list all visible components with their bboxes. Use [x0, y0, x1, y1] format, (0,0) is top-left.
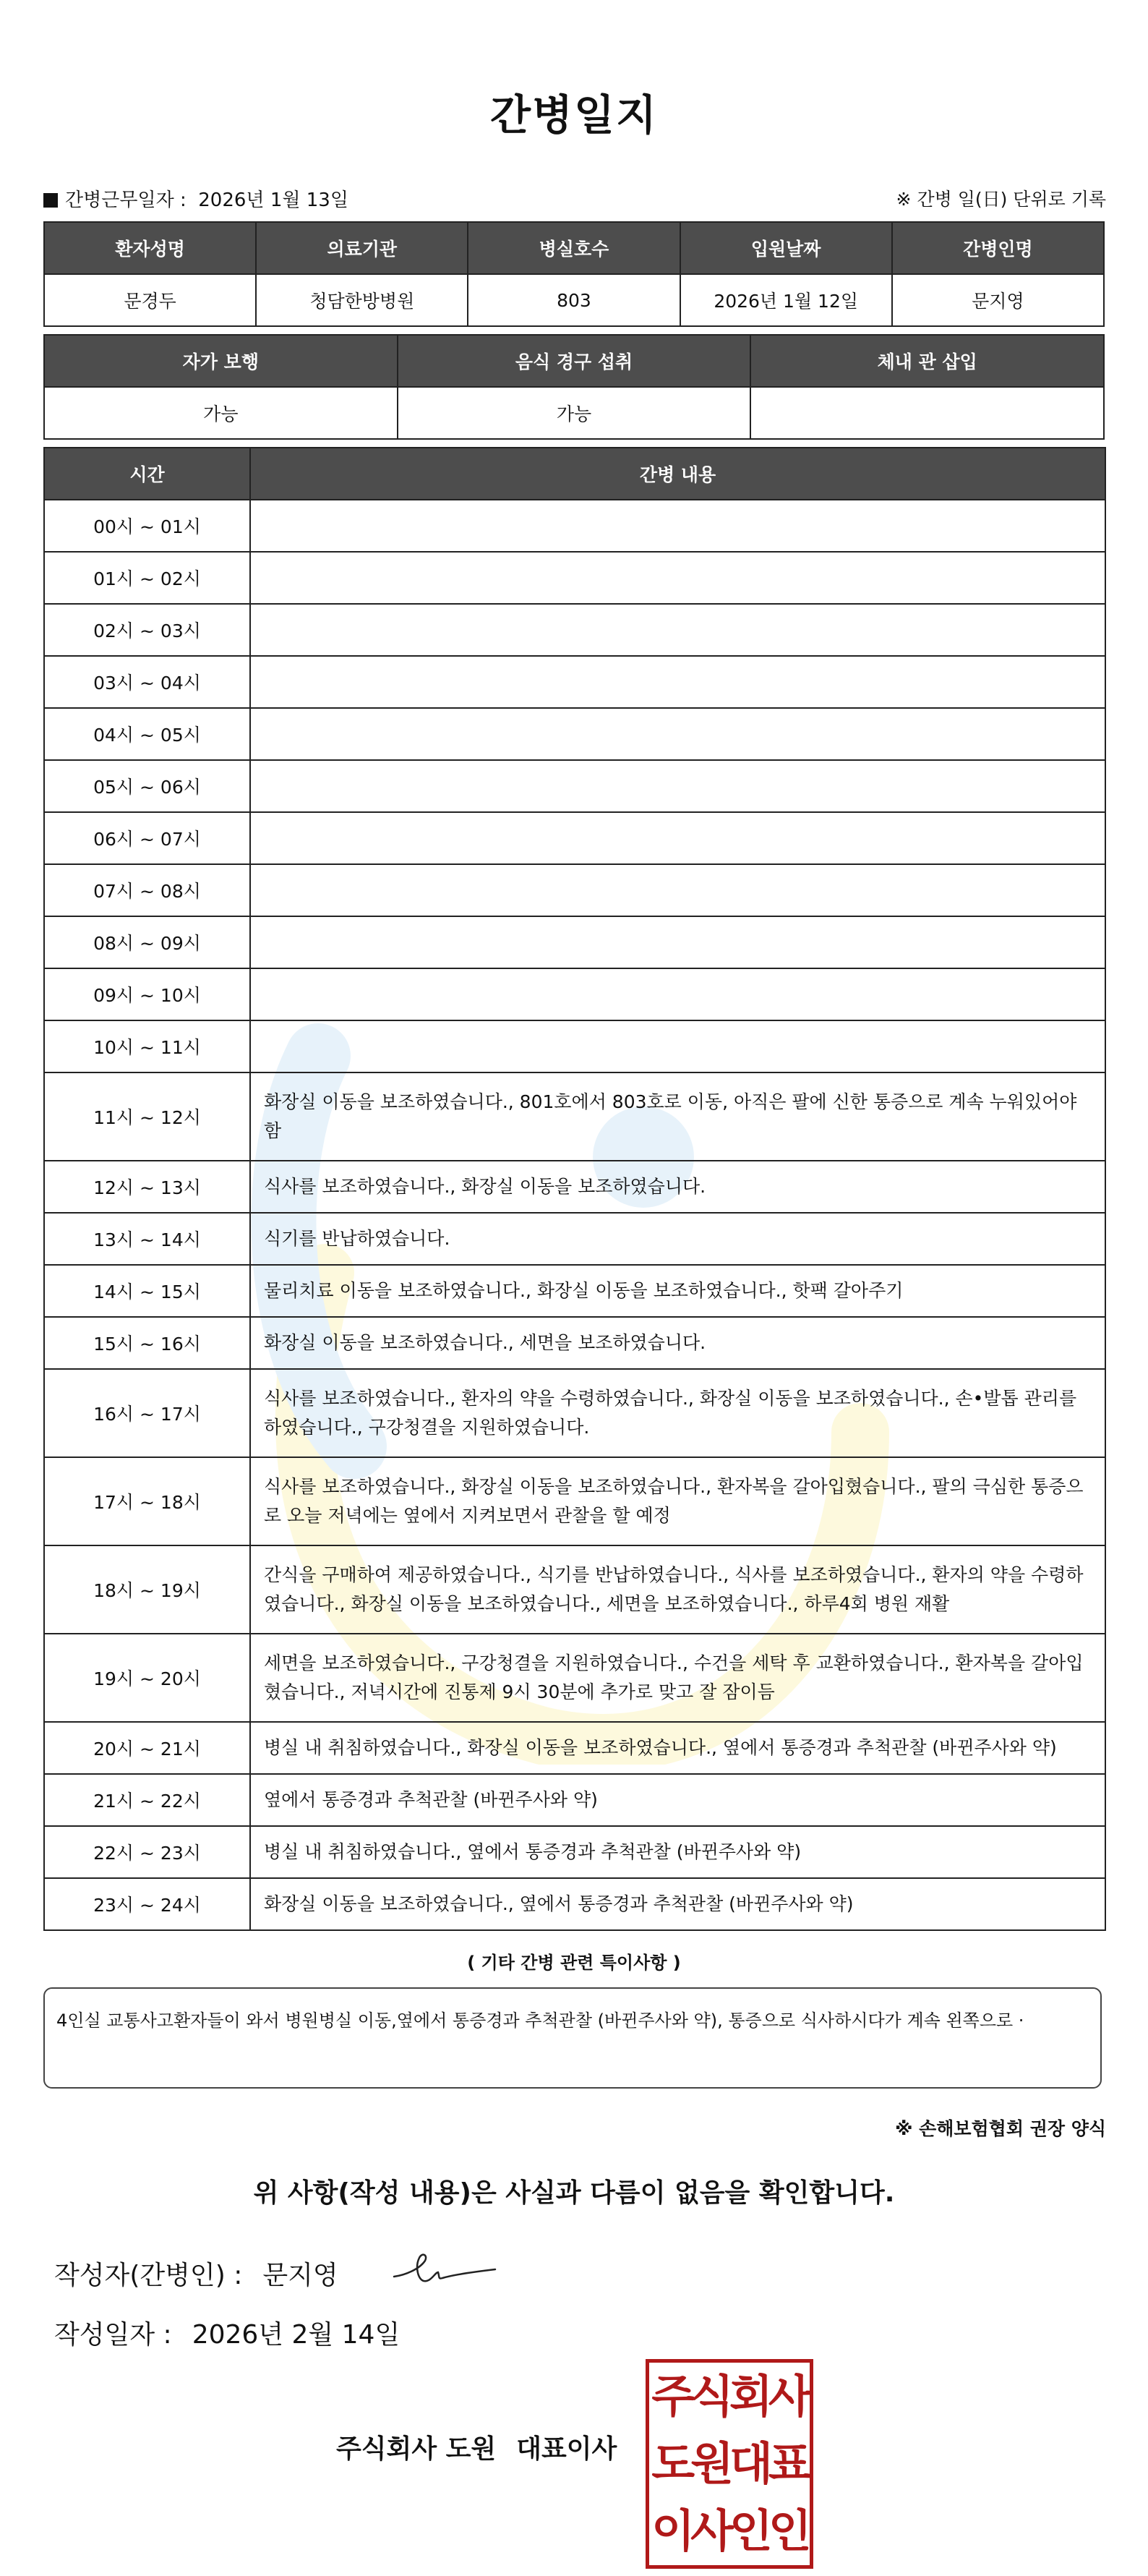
confirm-statement: 위 사항(작성 내용)은 사실과 다름이 없음을 확인합니다.: [253, 2178, 895, 2208]
writer-label: 작성자(간병인) :: [54, 2261, 243, 2290]
notes-box: [43, 1987, 1102, 2089]
time-cell: 19시 ~ 20시: [44, 1634, 250, 1722]
table-row: [44, 864, 1105, 916]
content-cell: [250, 656, 1105, 708]
content-cell: [250, 604, 1105, 656]
work-date-label: 간병근무일자 :: [65, 189, 187, 211]
header-walking: 자가 보행: [44, 335, 398, 387]
writer-line: [54, 2255, 338, 2292]
time-cell: 12시 ~ 13시: [44, 1161, 250, 1213]
time-cell: 22시 ~ 23시: [44, 1826, 250, 1878]
table-row: [44, 1369, 1105, 1457]
header-oral-intake: 음식 경구 섭취: [398, 335, 751, 387]
header-time: 시간: [44, 448, 250, 500]
table-row: [44, 1722, 1105, 1774]
header-room: 병실호수: [468, 222, 680, 274]
content-cell: 병실 내 취침하였습니다., 옆에서 통증경과 추척관찰 (바뀐주사와 약): [250, 1826, 1105, 1878]
header-patient-name: 환자성명: [44, 222, 256, 274]
log-header-row: [44, 448, 1105, 500]
content-cell: [250, 500, 1105, 552]
time-cell: 09시 ~ 10시: [44, 968, 250, 1020]
time-cell: 04시 ~ 05시: [44, 708, 250, 760]
header-caregiver: 간병인명: [892, 222, 1104, 274]
time-cell: 15시 ~ 16시: [44, 1317, 250, 1369]
content-cell: [250, 812, 1105, 864]
table-row: [44, 1826, 1105, 1878]
signature-image: [390, 2248, 499, 2291]
seal-line: 이사인인: [651, 2504, 808, 2558]
table-row: [44, 708, 1105, 760]
content-cell: 물리치료 이동을 보조하였습니다., 화장실 이동을 보조하였습니다., 핫팩 갈아주기: [250, 1265, 1105, 1317]
patient-name: 문경두: [44, 274, 256, 326]
room-number: 803: [468, 274, 680, 326]
content-cell: [250, 864, 1105, 916]
header-tube: 체내 관 삽입: [750, 335, 1104, 387]
walking-value: 가능: [44, 387, 398, 439]
content-cell: 식사를 보조하였습니다., 화장실 이동을 보조하였습니다., 환자복을 갈아입혔습니다., 팔의 극심한 통증으로 오늘 저녁에는 옆에서 지켜보면서 관찰을 할 예정: [250, 1457, 1105, 1545]
time-cell: 18시 ~ 19시: [44, 1545, 250, 1634]
table-row: [44, 500, 1105, 552]
table-row: [44, 968, 1105, 1020]
content-cell: 병실 내 취침하였습니다., 화장실 이동을 보조하였습니다., 옆에서 통증경과 추척관찰 (바뀐주사와 약): [250, 1722, 1105, 1774]
time-cell: 02시 ~ 03시: [44, 604, 250, 656]
content-cell: 옆에서 통증경과 추척관찰 (바뀐주사와 약): [250, 1774, 1105, 1826]
time-cell: 06시 ~ 07시: [44, 812, 250, 864]
caregiver-name: 문지영: [892, 274, 1104, 326]
unit-note: ※ 간병 일(日) 단위로 기록: [896, 189, 1106, 210]
content-cell: [250, 1020, 1105, 1072]
written-date-line: [54, 2314, 400, 2351]
content-cell: 세면을 보조하였습니다., 구강청결을 지원하였습니다., 수건을 세탁 후 교환하였습니다., 환자복을 갈아입혔습니다., 저녁시간에 진통제 9시 30분에 추가로 맞고 잘 잠이듬: [250, 1634, 1105, 1722]
table-row: [44, 1878, 1105, 1930]
table-row: [44, 1317, 1105, 1369]
time-cell: 23시 ~ 24시: [44, 1878, 250, 1930]
time-cell: 03시 ~ 04시: [44, 656, 250, 708]
company-name: 주식회사 도원: [336, 2434, 497, 2464]
table-row: [44, 916, 1105, 968]
table-row: [44, 1457, 1105, 1545]
oral-intake-value: 가능: [398, 387, 751, 439]
table-row: [44, 1634, 1105, 1722]
content-cell: 화장실 이동을 보조하였습니다., 세면을 보조하였습니다.: [250, 1317, 1105, 1369]
representative-title: 대표이사: [516, 2434, 617, 2464]
admit-date: 2026년 1월 12일: [680, 274, 892, 326]
time-cell: 05시 ~ 06시: [44, 760, 250, 812]
hospital-name: 청담한방병원: [256, 274, 468, 326]
time-cell: 14시 ~ 15시: [44, 1265, 250, 1317]
content-cell: [250, 760, 1105, 812]
patient-header-row: [44, 222, 1104, 274]
notes-text: 4인실 교통사고환자들이 와서 병원병실 이동,옆에서 통증경과 추척관찰 (바뀐주사와 약), 통증으로 식사하시다가 계속 왼쪽으로 ·: [56, 2010, 1024, 2031]
time-cell: 20시 ~ 21시: [44, 1722, 250, 1774]
notes-title: ( 기타 간병 관련 특이사항 ): [467, 1953, 681, 1973]
page-title: 간병일지: [489, 90, 659, 140]
content-cell: 식사를 보조하였습니다., 화장실 이동을 보조하였습니다.: [250, 1161, 1105, 1213]
form-note: ※ 손해보험협회 권장 양식: [895, 2118, 1106, 2139]
table-row: [44, 1265, 1105, 1317]
table-row: [44, 1020, 1105, 1072]
header-admit-date: 입원날짜: [680, 222, 892, 274]
table-row: [44, 656, 1105, 708]
ability-table: [43, 334, 1105, 440]
time-cell: 11시 ~ 12시: [44, 1072, 250, 1161]
content-cell: 식기를 반납하였습니다.: [250, 1213, 1105, 1265]
company-seal-stamp: [646, 2359, 813, 2569]
table-row: [44, 1213, 1105, 1265]
content-cell: 식사를 보조하였습니다., 환자의 약을 수령하였습니다., 화장실 이동을 보조하였습니다., 손•발톱 관리를 하였습니다., 구강청결을 지원하였습니다.: [250, 1369, 1105, 1457]
content-cell: [250, 968, 1105, 1020]
header-content: 간병 내용: [250, 448, 1105, 500]
care-log-table: [43, 447, 1106, 1931]
table-row: [44, 1545, 1105, 1634]
content-cell: [250, 552, 1105, 604]
table-row: [44, 552, 1105, 604]
time-cell: 10시 ~ 11시: [44, 1020, 250, 1072]
work-date: [43, 185, 348, 212]
writer-name: 문지영: [262, 2261, 338, 2290]
time-cell: 08시 ~ 09시: [44, 916, 250, 968]
table-row: [44, 604, 1105, 656]
content-cell: 화장실 이동을 보조하였습니다., 801호에서 803호로 이동, 아직은 팔에 신한 통증으로 계속 누워있어야함: [250, 1072, 1105, 1161]
header-hospital: 의료기관: [256, 222, 468, 274]
seal-line: 도원대표: [651, 2436, 808, 2490]
company-line: [336, 2428, 617, 2465]
square-bullet-icon: [43, 193, 58, 208]
time-cell: 17시 ~ 18시: [44, 1457, 250, 1545]
time-cell: 16시 ~ 17시: [44, 1369, 250, 1457]
time-cell: 21시 ~ 22시: [44, 1774, 250, 1826]
patient-info-table: [43, 221, 1105, 327]
date-label: 작성일자 :: [54, 2320, 172, 2350]
time-cell: 07시 ~ 08시: [44, 864, 250, 916]
table-row: [44, 1774, 1105, 1826]
ability-header-row: [44, 335, 1104, 387]
content-cell: [250, 708, 1105, 760]
time-cell: 13시 ~ 14시: [44, 1213, 250, 1265]
time-cell: 00시 ~ 01시: [44, 500, 250, 552]
seal-line: 주식회사: [651, 2369, 808, 2423]
date-value: 2026년 2월 14일: [192, 2320, 400, 2350]
ability-value-row: [44, 387, 1104, 439]
content-cell: [250, 916, 1105, 968]
table-row: [44, 1161, 1105, 1213]
content-cell: 화장실 이동을 보조하였습니다., 옆에서 통증경과 추척관찰 (바뀐주사와 약): [250, 1878, 1105, 1930]
tube-value: [750, 387, 1104, 439]
time-cell: 01시 ~ 02시: [44, 552, 250, 604]
work-date-value: 2026년 1월 13일: [198, 189, 348, 211]
table-row: [44, 812, 1105, 864]
table-row: [44, 760, 1105, 812]
table-row: [44, 1072, 1105, 1161]
content-cell: 간식을 구매하여 제공하였습니다., 식기를 반납하였습니다., 식사를 보조하였습니다., 환자의 약을 수령하였습니다., 화장실 이동을 보조하였습니다., 세면을 보조하였습니다., 하루4회 병원 재활: [250, 1545, 1105, 1634]
patient-value-row: [44, 274, 1104, 326]
